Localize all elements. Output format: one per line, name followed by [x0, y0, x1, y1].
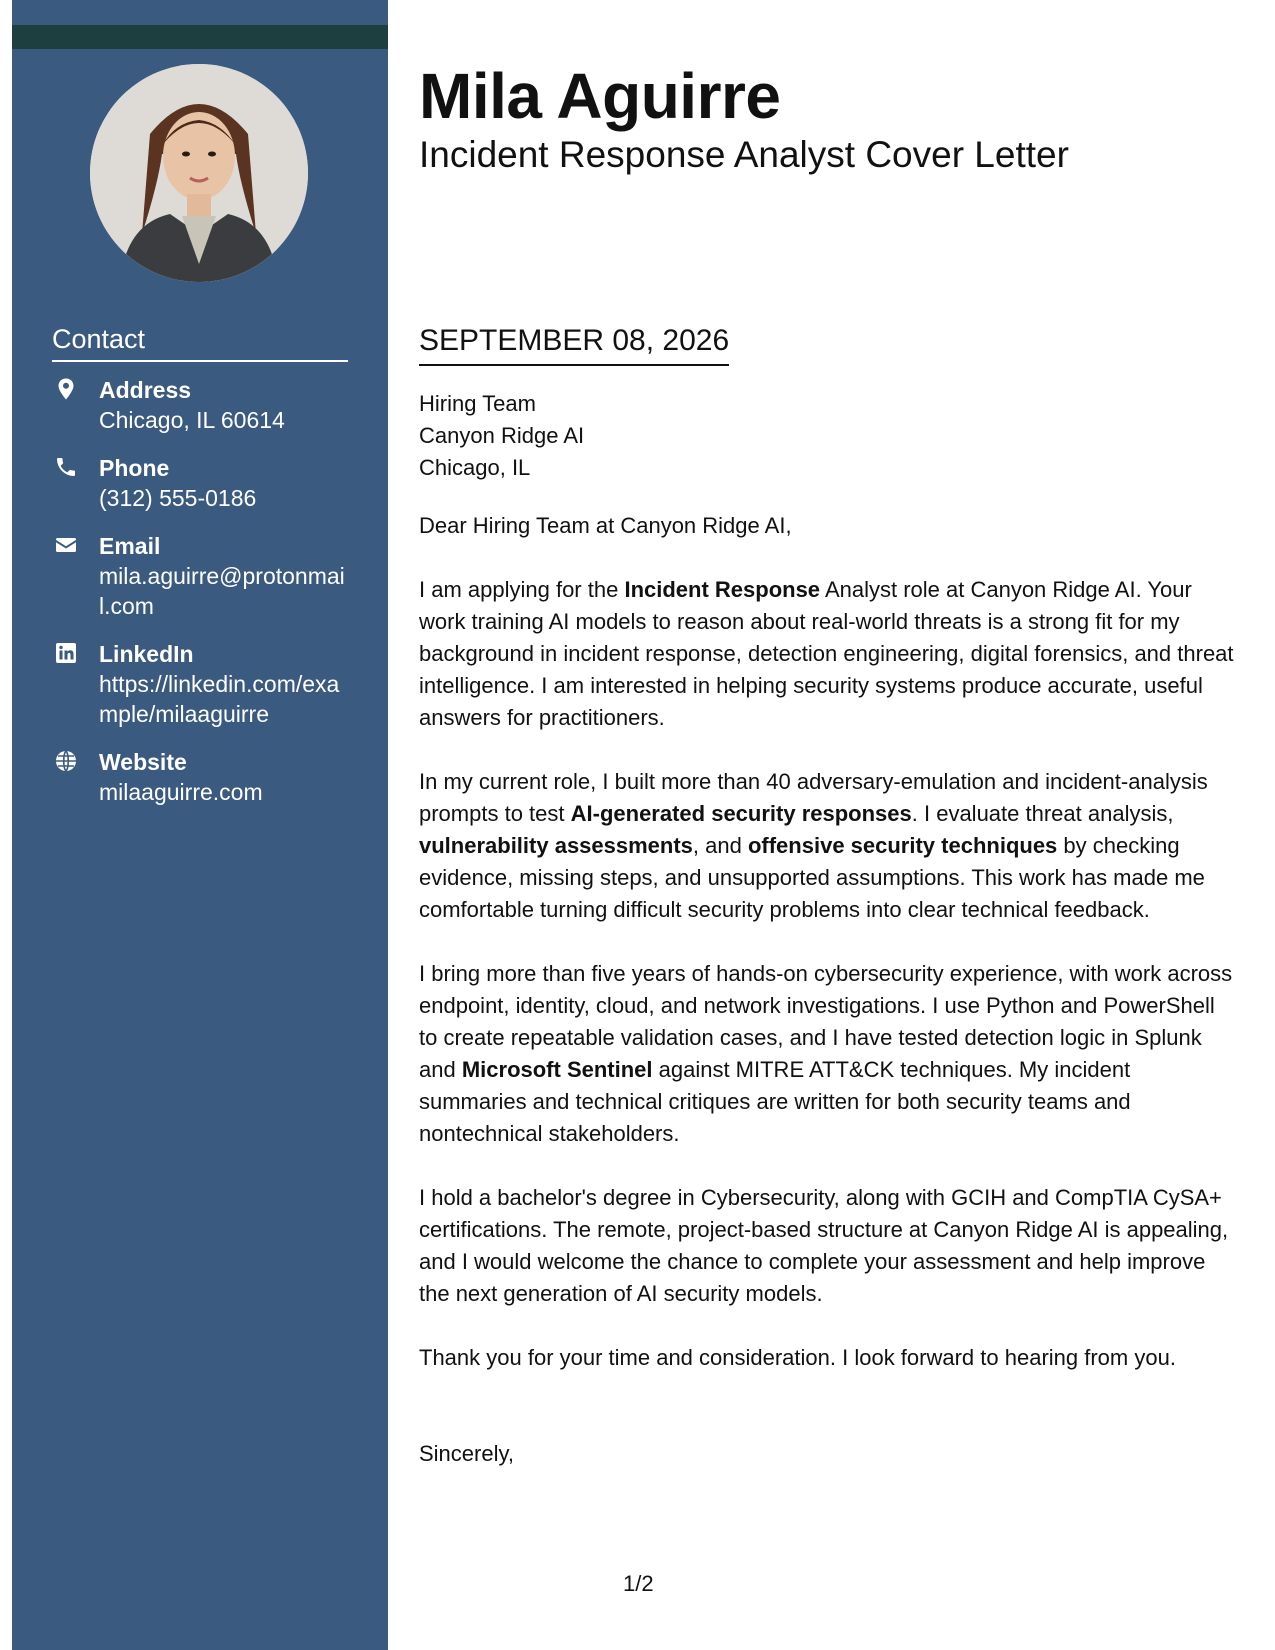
- recipient-line: Hiring Team: [419, 391, 536, 416]
- letter-date: SEPTEMBER 08, 2026: [419, 322, 729, 366]
- document-subtitle: Incident Response Analyst Cover Letter: [419, 134, 1069, 175]
- contact-value[interactable]: milaaguirre.com: [99, 779, 263, 805]
- letter-body: [419, 388, 1239, 1470]
- contact-website: [52, 747, 352, 807]
- contact-heading: Contact: [52, 322, 348, 362]
- globe-icon: [54, 749, 80, 775]
- closing: Sincerely,: [419, 1441, 514, 1466]
- contact-label: Address: [99, 377, 192, 403]
- recipient-line: Canyon Ridge AI: [419, 423, 585, 448]
- contact-value[interactable]: mila.aguirre@protonmail.com: [99, 563, 345, 619]
- contact-phone: [52, 453, 352, 513]
- contact-value: (312) 555-0186: [99, 485, 257, 511]
- contact-email: [52, 531, 352, 621]
- paragraph-3: I bring more than five years of hands-on cybersecurity experience, with work across endpoint, identity, cloud, and network investigations. I use Python and PowerShell to create repeatable validation cases, and I have tested detection logic in Splunk and Microsoft Sentinel against MITRE ATT&CK techniques. My incident summaries and technical critiques are written for both security teams and nontechnical stakeholders.: [419, 961, 1233, 1146]
- sidebar: [12, 0, 388, 1650]
- linkedin-icon: [54, 641, 80, 667]
- contact-label: LinkedIn: [99, 641, 194, 667]
- sidebar-accent-bar: [12, 25, 388, 49]
- paragraph-1: I am applying for the Incident Response Analyst role at Canyon Ridge AI. Your work training AI models to reason about real-world threats is a strong fit for my background in incident response, detection engineering, digital forensics, and threat intelligence. I am interested in helping security systems produce accurate, useful answers for practitioners.: [419, 577, 1234, 730]
- contact-value[interactable]: https://linkedin.com/example/milaaguirre: [99, 671, 340, 727]
- contact-value: Chicago, IL 60614: [99, 407, 285, 433]
- contact-label: Phone: [99, 455, 170, 481]
- contact-label: Email: [99, 533, 161, 559]
- page-number: 1/2: [623, 1571, 654, 1596]
- envelope-icon: [54, 533, 80, 559]
- recipient-block: [419, 388, 1239, 484]
- contact-label: Website: [99, 749, 187, 775]
- applicant-name: Mila Aguirre: [419, 60, 781, 132]
- recipient-line: Chicago, IL: [419, 455, 531, 480]
- contact-list: [52, 375, 352, 825]
- profile-photo: [90, 64, 308, 282]
- contact-linkedin: [52, 639, 352, 729]
- paragraph-2: In my current role, I built more than 40 adversary-emulation and incident-analysis prompts to test AI-generated security responses. I evaluate threat analysis, vulnerability assessments, and offensive security techniques by checking evidence, missing steps, and unsupported assumptions. This work has made me comfortable turning difficult security problems into clear technical feedback.: [419, 769, 1208, 922]
- map-pin-icon: [54, 377, 80, 403]
- phone-icon: [54, 455, 80, 481]
- paragraph-5: Thank you for your time and consideration. I look forward to hearing from you.: [419, 1345, 1176, 1370]
- contact-address: [52, 375, 352, 435]
- paragraph-4: I hold a bachelor's degree in Cybersecurity, along with GCIH and CompTIA CySA+ certifications. The remote, project-based structure at Canyon Ridge AI is appealing, and I would welcome the chance to complete your assessment and help improve the next generation of AI security models.: [419, 1185, 1229, 1306]
- salutation: Dear Hiring Team at Canyon Ridge AI,: [419, 513, 792, 538]
